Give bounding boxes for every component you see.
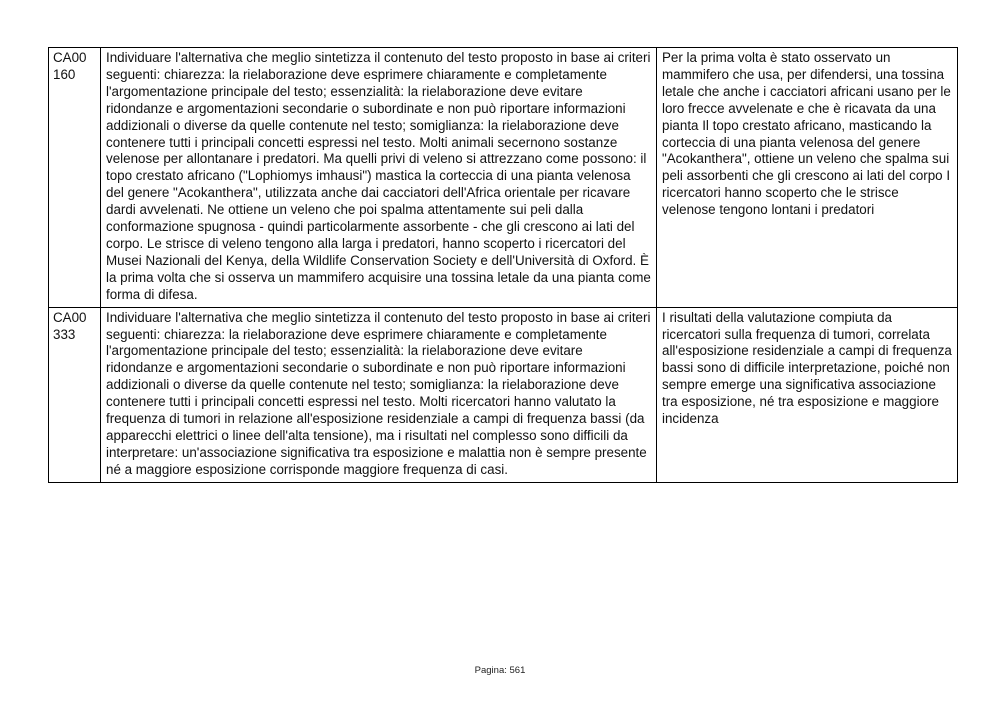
question-text-cell: Individuare l'alternativa che meglio sintetizza il contenuto del testo proposto in base ai criteri seguenti: chiarezza: la rielaborazione deve esprimere chiaramente e completamente l'argomentazione principale del testo; essenzialità: la rielaborazione deve evitare ridondanze e argomentazioni secondarie o subordinate e non può riportare informazioni addizionali o diverse da quelle contenute nel testo; somiglianza: la rielaborazione deve contenere tutti i principali concetti espressi nel testo. Molti ricercatori hanno valutato la frequenza di tumori in relazione all'esposizione residenziale a campi di frequenza bassi (da apparecchi elettrici o linee dell'alta tensione), ma i risultati nel complesso sono difficili da interpretare: un'associazione significativa tra esposizione e malattia non è sempre presente né a maggiore esposizione corrisponde maggiore frequenza di casi. [101,307,657,482]
page-number: Pagina: 561 [474,665,526,676]
table-row [49,48,958,308]
question-id-cell [49,307,101,482]
table-row [49,307,958,482]
answer-text-cell: Per la prima volta è stato osservato un mammifero che usa, per difendersi, una tossina letale che anche i cacciatori africani usano per le loro frecce avvelenate e che è ricavata da una pianta Il topo crestato africano, masticando la corteccia di una pianta velenosa del genere "Acokanthera", ottiene un veleno che spalma sui peli assorbenti che gli crescono ai lati del corpo I ricercatori hanno scoperto che le strisce velenose tengono lontani i predatori [657,48,958,308]
question-text-cell: Individuare l'alternativa che meglio sintetizza il contenuto del testo proposto in base ai criteri seguenti: chiarezza: la rielaborazione deve esprimere chiaramente e completamente l'argomentazione principale del testo; essenzialità: la rielaborazione deve evitare ridondanze e argomentazioni secondarie o subordinate e non può riportare informazioni addizionali o diverse da quelle contenute nel testo; somiglianza: la rielaborazione deve contenere tutti i principali concetti espressi nel testo. Molti animali secernono sostanze velenose per allontanare i predatori. Ma quelli privi di veleno si attrezzano come possono: il topo crestato africano ("Lophiomys imhausi") mastica la corteccia di una pianta velenosa del genere "Acokanthera", utilizzata anche dai cacciatori dell'Africa orientale per ricavare dardi avvelenati. Ne ottiene un veleno che poi spalma attentamente sui peli dalla conformazione spugnosa - quindi particolarmente assorbente - che gli crescono ai lati del corpo. Le strisce di veleno tengono alla larga i predatori, hanno scoperto i ricercatori del Musei Nazionali del Kenya, della Wildlife Conservation Society e dell'Università di Oxford. È la prima volta che si osserva un mammifero acquisire una tossina letale da una pianta come forma di difesa. [101,48,657,308]
question-id-part: 333 [53,326,76,342]
answer-text-cell: I risultati della valutazione compiuta da ricercatori sulla frequenza di tumori, correlata all'esposizione residenziale a campi di frequenza bassi sono di difficile interpretazione, poiché non sempre emerge una significativa associazione tra esposizione, né tra esposizione e maggiore incidenza [657,307,958,482]
question-table [48,47,958,483]
question-id-part: 160 [53,66,76,82]
question-id-part: CA00 [53,309,87,325]
question-id-cell [49,48,101,308]
question-id-part: CA00 [53,50,87,65]
